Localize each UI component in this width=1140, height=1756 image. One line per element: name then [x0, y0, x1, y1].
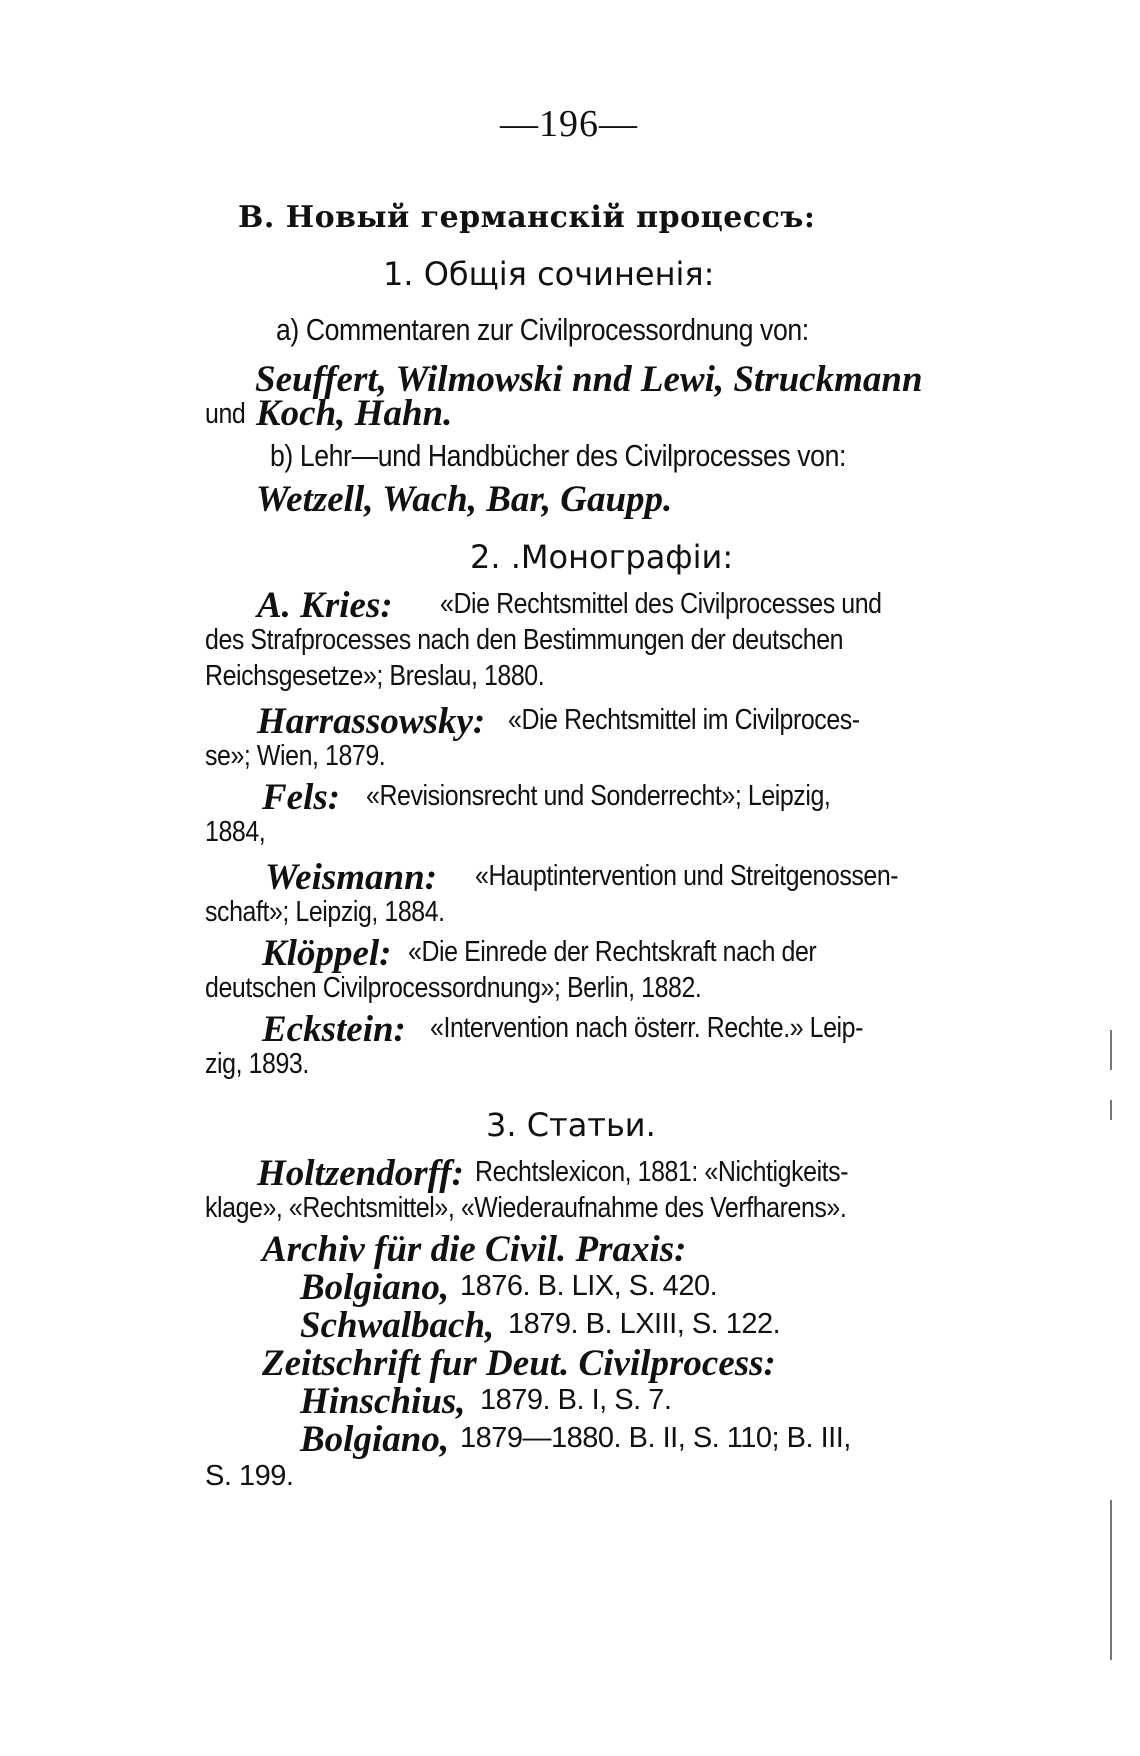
mono-line: «Revisionsrecht und Sonderrecht»; Leipzig, [366, 780, 831, 812]
holtzendorff-author: Holtzendorff: [257, 1153, 464, 1194]
mono-line: schaft»; Leipzig, 1884. [205, 896, 445, 928]
section-heading-b: B. Новый германскій процессъ: [238, 200, 816, 235]
mono-author: Fels: [262, 777, 341, 818]
final-line: S. 199. [205, 1460, 294, 1492]
lehr-authors: Wetzell, Wach, Bar, Gaupp. [256, 479, 673, 520]
archiv-title: Archiv für die Civil. Praxis: [262, 1229, 687, 1270]
mono-line: des Strafprocesses nach den Bestimmungen der deutschen [205, 624, 844, 656]
scan-artifact-line [1110, 1100, 1112, 1120]
subheading-articles: 3. Статьи. [486, 1106, 656, 1144]
commentaren-intro: a) Commentaren zur Civilprocessordnung von: [276, 312, 809, 347]
mono-line: 1884, [205, 816, 266, 848]
mono-line: se»; Wien, 1879. [205, 740, 386, 772]
commentaren-authors-line2: Koch, Hahn. [256, 393, 453, 434]
scan-artifact-line [1110, 1500, 1112, 1660]
mono-line: «Intervention nach österr. Rechte.» Leip- [430, 1012, 863, 1044]
mono-line: «Die Rechtsmittel im Civilproces- [508, 704, 860, 736]
mono-author: Eckstein: [262, 1009, 406, 1050]
zeitschrift-entry-ref: 1879. B. I, S. 7. [480, 1384, 672, 1416]
zeitschrift-entry-author: Bolgiano, [300, 1419, 450, 1460]
mono-author: Weismann: [265, 857, 438, 898]
subheading-general-works: 1. Общія сочиненія: [383, 255, 715, 293]
mono-line: «Die Einrede der Rechtskraft nach der [408, 936, 817, 968]
commentaren-authors-line1: Seuffert, Wilmowski nnd Lewi, Struckmann [255, 359, 923, 400]
lehr-intro: b) Lehr—und Handbücher des Civilprocesses von: [270, 438, 846, 473]
mono-author: A. Kries: [257, 585, 393, 626]
archiv-entry-ref: 1879. B. LXIII, S. 122. [508, 1308, 781, 1340]
holtzendorff-line2: klage», «Rechtsmittel», «Wiederaufnahme des Verfharens». [205, 1192, 847, 1224]
mono-author: Harrassowsky: [257, 701, 486, 742]
mono-author: Klöppel: [262, 933, 392, 974]
zeitschrift-entry-ref: 1879—1880. B. II, S. 110; B. III, [460, 1422, 851, 1454]
holtzendorff-line1: Rechtslexicon, 1881: «Nichtigkeits- [475, 1156, 849, 1188]
mono-line: «Die Rechtsmittel des Civilprocesses und [440, 588, 882, 620]
archiv-entry-ref: 1876. B. LIX, S. 420. [460, 1270, 718, 1302]
subheading-monographs: 2. .Монографіи: [470, 538, 734, 576]
mono-line: zig, 1893. [205, 1048, 309, 1080]
mono-line: deutschen Civilprocessordnung»; Berlin, 1882. [205, 972, 702, 1004]
archiv-entry-author: Schwalbach, [300, 1305, 495, 1346]
scan-artifact-line [1110, 1030, 1112, 1070]
zeitschrift-title: Zeitschrift fur Deut. Civilprocess: [262, 1343, 776, 1384]
zeitschrift-entry-author: Hinschius, [300, 1381, 466, 1422]
archiv-entry-author: Bolgiano, [300, 1267, 450, 1308]
mono-line: Reichsgesetze»; Breslau, 1880. [205, 660, 545, 692]
commentaren-und: und [205, 398, 246, 430]
mono-line: «Hauptintervention und Streitgenossen- [475, 860, 899, 892]
page-number: —196— [500, 103, 638, 145]
